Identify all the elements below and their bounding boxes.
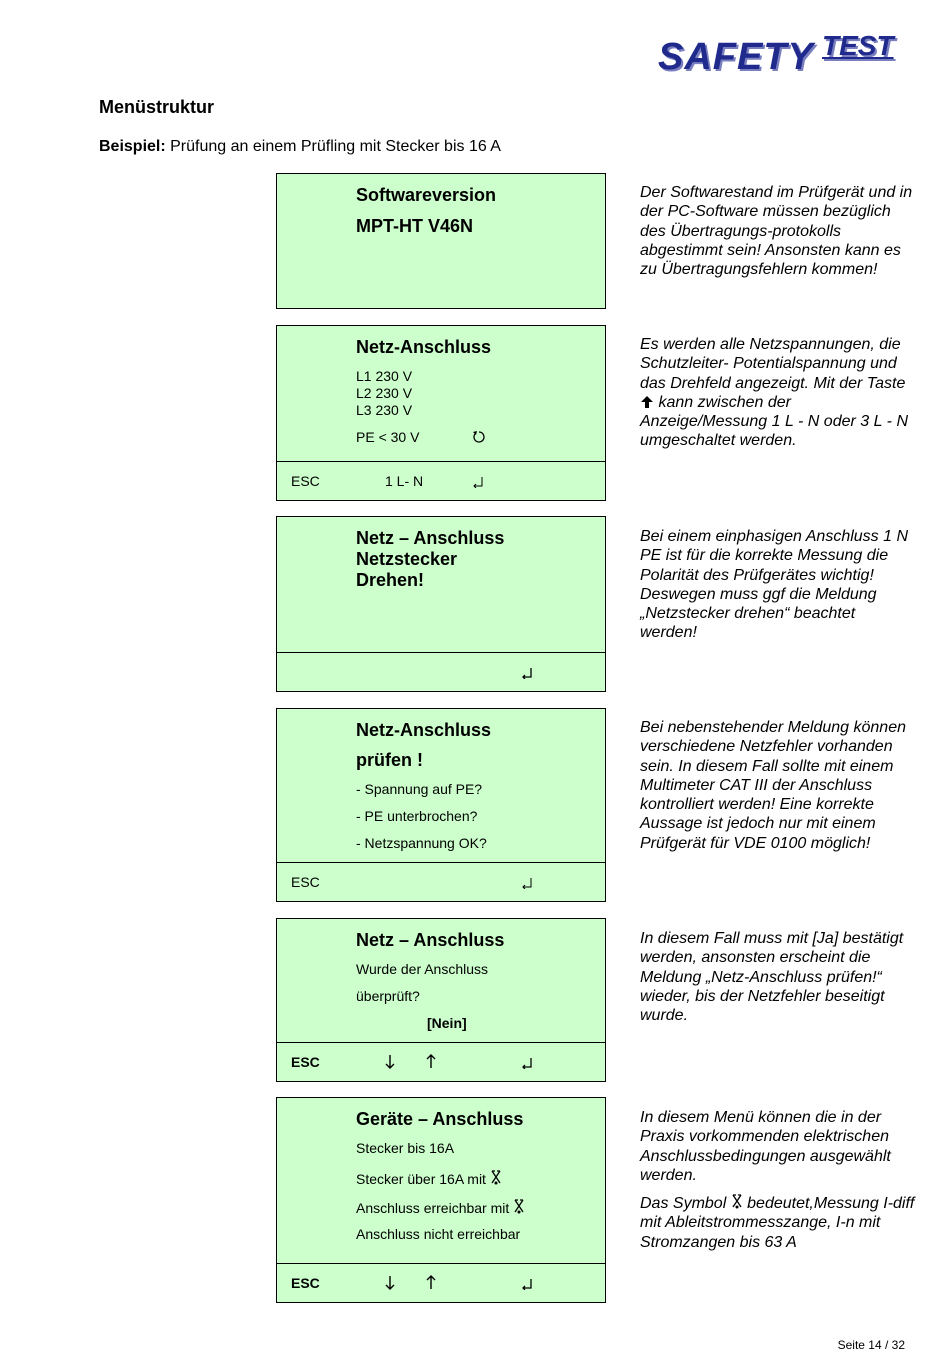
panel-softwareversion [276, 173, 606, 309]
description-text: Es werden alle Netzspannungen, die Schutzleiter- Potentialspannung und das Drehfeld angezeigt. Mit der Taste [640, 336, 906, 392]
menu-option-label: Stecker über 16A mit [356, 1171, 486, 1187]
panel-line: MPT-HT V46N [356, 216, 474, 236]
arrow-up-icon[interactable] [425, 1274, 437, 1290]
panel-footer [276, 461, 606, 501]
clamp-meter-icon [490, 1169, 502, 1185]
panel-line: PE < 30 V [356, 429, 420, 445]
mode-label: 1 L- N [385, 473, 424, 489]
clamp-meter-icon [731, 1193, 743, 1209]
enter-icon[interactable] [521, 1278, 533, 1290]
panel-line: überprüft? [356, 988, 420, 1004]
enter-icon[interactable] [521, 877, 533, 889]
description-2 [640, 335, 915, 451]
panel-title: Netz – Anschluss [356, 930, 505, 950]
description-5: In diesem Fall muss mit [Ja] bestätigt werden, ansonsten erscheint die Meldung „Netz-Anschluss prüfen!“ wieder, bis der Netzfehler beseitigt wurde. [640, 930, 904, 1025]
arrow-down-icon[interactable] [384, 1054, 396, 1070]
list-item: - PE unterbrochen? [356, 808, 478, 824]
panel-line: Netzstecker [356, 549, 458, 569]
arrow-up-icon[interactable] [425, 1053, 437, 1069]
description-text [640, 1193, 915, 1252]
description-3: Bei einem einphasigen Anschluss 1 N PE ist für die korrekte Messung die Polarität des Prüfgerätes wichtig! Deswegen muss ggf die Meldung „Netzstecker drehen“ beachtet werden! [640, 528, 909, 642]
esc-key[interactable]: ESC [291, 874, 320, 890]
enter-icon[interactable] [472, 476, 484, 488]
safetytest-logo [658, 30, 913, 76]
clamp-meter-icon [513, 1198, 525, 1214]
esc-key[interactable]: ESC [291, 1054, 320, 1070]
panel-netzstecker [276, 516, 606, 653]
panel-line: Drehen! [356, 570, 425, 590]
list-item: - Netzspannung OK? [356, 835, 487, 851]
menu-option[interactable]: Anschluss nicht erreichbar [356, 1226, 521, 1242]
panel-line: Netz-Anschluss [356, 720, 492, 740]
description-text: In diesem Menü können die in der Praxis vorkommenden elektrischen Anschlussbedingungen ausgewählt werden. [640, 1109, 891, 1184]
panel-title: Netz-Anschluss [356, 337, 492, 357]
page-title: Menüstruktur [99, 97, 215, 117]
panel-line: prüfen ! [356, 750, 423, 770]
example-label: Beispiel: [99, 138, 166, 155]
rotate-icon [472, 430, 486, 444]
panel-line: Wurde der Anschluss [356, 961, 489, 977]
description-1: Der Softwarestand im Prüfgerät und in der PC-Software müssen bezüglich des Übertragungs-protokolls abgestimmt sein! Ansonsten kann es zu Übertragungsfehlern kommen! [640, 184, 913, 279]
panel-line: Softwareversion [356, 185, 497, 205]
menu-option-label: Anschluss erreichbar mit [356, 1200, 510, 1216]
answer-option[interactable]: [Nein] [427, 1015, 467, 1031]
description-text: bedeutet,Messung I-diff mit Ableitstrommesszange, I-n mit Stromzangen bis 63 A [640, 1195, 915, 1251]
panel-footer [276, 1042, 606, 1082]
enter-icon[interactable] [521, 667, 533, 679]
panel-netz-anschluss [276, 325, 606, 462]
logo-main: SAFETY [658, 36, 814, 78]
esc-key[interactable]: ESC [291, 1275, 320, 1291]
panel-geraete-anschluss [276, 1097, 606, 1264]
panel-line: L3 230 V [356, 402, 413, 418]
arrow-up-key-icon [640, 395, 654, 409]
page-number: Seite 14 / 32 [837, 1338, 905, 1352]
menu-option[interactable] [356, 1169, 502, 1187]
panel-footer [276, 1263, 606, 1303]
panel-anschluss-ueberprueft [276, 918, 606, 1043]
panel-netz-pruefen [276, 708, 606, 863]
menu-option[interactable] [356, 1198, 525, 1216]
panel-title: Geräte – Anschluss [356, 1109, 524, 1129]
panel-footer [276, 862, 606, 902]
panel-footer [276, 652, 606, 692]
list-item: - Spannung auf PE? [356, 781, 483, 797]
panel-line: L2 230 V [356, 385, 413, 401]
description-4: Bei nebenstehender Meldung können verschiedene Netzfehler vorhanden sein. In diesem Fall sollte mit einem Multimeter CAT III der Anschluss kontrolliert werden! Eine korrekte Aussage ist jedoch nur mit einem Prüfgerät für VDE 0100 möglich! [640, 719, 906, 852]
description-text: kann zwischen der Anzeige/Messung 1 L - N oder 3 L - N umgeschaltet werden. [640, 393, 908, 450]
description-6 [640, 1108, 915, 1252]
arrow-down-icon[interactable] [384, 1275, 396, 1291]
menu-option[interactable]: Stecker bis 16A [356, 1140, 455, 1156]
enter-icon[interactable] [521, 1057, 533, 1069]
logo-sup: TEST [822, 30, 894, 61]
example-line [99, 138, 501, 156]
panel-line: L1 230 V [356, 368, 413, 384]
description-text: Das Symbol [640, 1195, 731, 1213]
example-text: Prüfung an einem Prüfling mit Stecker bis 16 A [165, 138, 501, 155]
panel-line: Netz – Anschluss [356, 528, 505, 548]
esc-key[interactable]: ESC [291, 473, 320, 489]
